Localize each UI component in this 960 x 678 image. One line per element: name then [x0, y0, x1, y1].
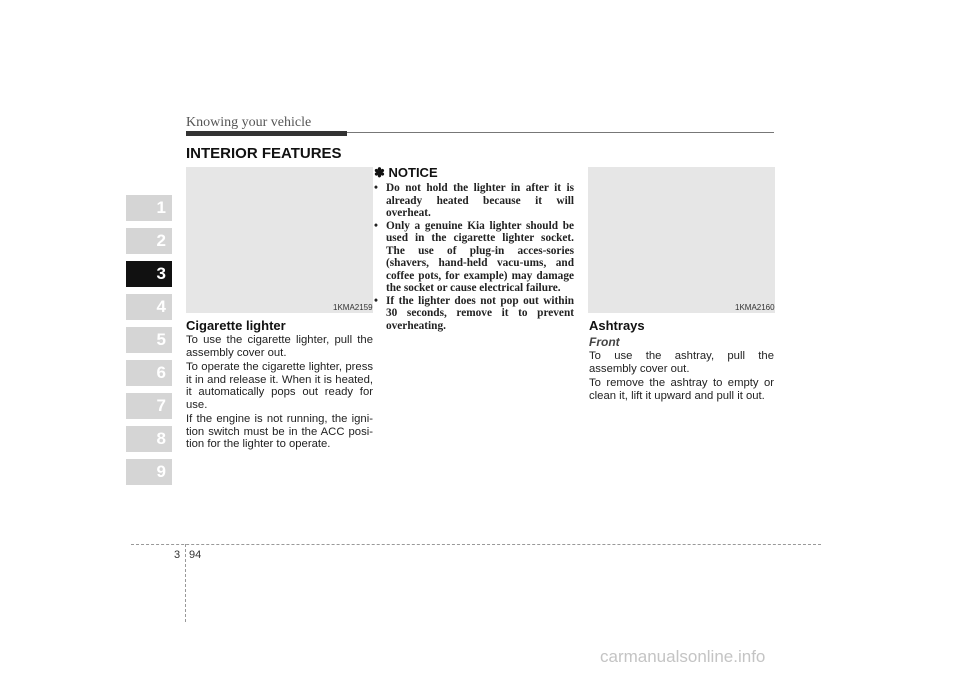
notice-item: • Only a genuine Kia lighter should be used in the cigarette lighter socket. The use of plug-in acces-sories (shavers, hand-held vacu-ums, and coffee pots, for example) may damage the socket or cause electrical failure. — [374, 219, 574, 294]
footer-vertical-rule — [185, 544, 186, 622]
lighter-paragraph-3: If the engine is not running, the igni-tion switch must be in the ACC posi-tion for the lighter to operate. — [186, 413, 373, 451]
ashtrays-heading: Ashtrays — [589, 318, 645, 333]
chapter-tab-9[interactable]: 9 — [126, 459, 172, 485]
ashtray-paragraph-1: To use the ashtray, pull the assembly cover out. — [589, 350, 774, 375]
chapter-tab-8[interactable]: 8 — [126, 426, 172, 452]
ashtray-photo — [588, 167, 775, 313]
chapter-tab-2[interactable]: 2 — [126, 228, 172, 254]
photo-code-ashtray: 1KMA2160 — [735, 303, 775, 312]
ashtrays-front-subheading: Front — [589, 335, 620, 349]
ashtray-paragraph-2: To remove the ashtray to empty or clean it, lift it upward and pull it out. — [589, 377, 774, 402]
bullet-icon: • — [374, 294, 378, 307]
chapter-tab-1[interactable]: 1 — [126, 195, 172, 221]
header-bar — [186, 131, 347, 136]
bullet-icon: • — [374, 182, 378, 194]
notice-list — [374, 182, 574, 332]
footer-chapter-number: 3 — [174, 549, 181, 561]
bullet-icon: • — [374, 219, 378, 232]
footer-page-number: 94 — [189, 549, 202, 561]
section-title: INTERIOR FEATURES — [186, 145, 342, 162]
lighter-paragraph-1: To use the cigarette lighter, pull the assembly cover out. — [186, 334, 373, 359]
chapter-tab-6[interactable]: 6 — [126, 360, 172, 386]
cigarette-lighter-heading: Cigarette lighter — [186, 318, 286, 333]
chapter-tab-3[interactable]: 3 — [126, 261, 172, 287]
chapter-tab-5[interactable]: 5 — [126, 327, 172, 353]
chapter-tab-7[interactable]: 7 — [126, 393, 172, 419]
footer-rule — [131, 544, 821, 545]
notice-item: • If the lighter does not pop out within 30 seconds, remove it to prevent overheating. — [374, 294, 574, 332]
chapter-tab-4[interactable]: 4 — [126, 294, 172, 320]
notice-title: ✽ NOTICE — [374, 165, 438, 180]
photo-code-lighter: 1KMA2159 — [333, 303, 373, 312]
watermark: carmanualsonline.info — [600, 647, 766, 666]
running-header-title: Knowing your vehicle — [186, 115, 312, 130]
lighter-paragraph-2: To operate the cigarette lighter, press it in and release it. When it is heated, it automatically pops out ready for use. — [186, 361, 373, 411]
notice-item: • Do not hold the lighter in after it is already heated because it will overheat. — [374, 182, 574, 219]
cigarette-lighter-photo — [186, 167, 373, 313]
